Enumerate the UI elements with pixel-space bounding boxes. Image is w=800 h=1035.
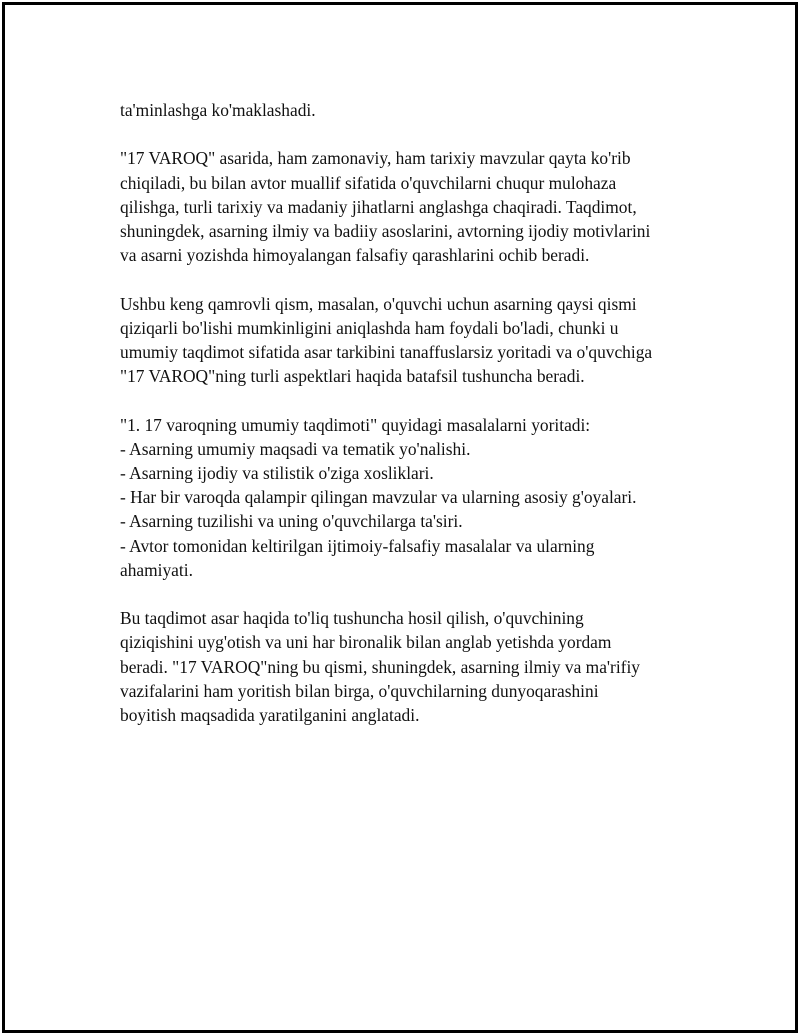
- list-item: - Har bir varoqda qalampir qilingan mavzular va ularning asosiy g'oyalari.: [120, 487, 637, 508]
- text-line: qilishga, turli tarixiy va madaniy jihatlarni anglashga chaqiradi. Taqdimot,: [120, 196, 637, 217]
- paragraph-4-list: [120, 413, 700, 582]
- page-frame: [2, 2, 798, 1033]
- paragraph-5: [120, 606, 700, 727]
- text-line: shuningdek, asarning ilmiy va badiiy asoslarini, avtorning ijodiy motivlarini: [120, 221, 651, 241]
- text-line: Ushbu keng qamrovli qism, masalan, o'quvchi uchun asarning qaysi qismi: [120, 293, 637, 314]
- list-intro-line: "1. 17 varoqning umumiy taqdimoti" quyidagi masalalarni yoritadi:: [120, 414, 591, 435]
- text-line: vazifalarini ham yoritish bilan birga, o'quvchilarning dunyoqarashini: [120, 680, 599, 701]
- list-item-continuation: ahamiyati.: [120, 559, 193, 580]
- document-body: [120, 98, 700, 751]
- text-line: chiqiladi, bu bilan avtor muallif sifatida o'quvchilarni chuqur mulohaza: [120, 172, 617, 193]
- paragraph-1: [120, 98, 700, 122]
- list-item: - Asarning tuzilishi va uning o'quvchilarga ta'siri.: [120, 511, 463, 532]
- text-line: boyitish maqsadida yaratilganini anglatadi.: [120, 705, 420, 726]
- text-line: va asarni yozishda himoyalangan falsafiy qarashlarini ochib beradi.: [120, 245, 590, 266]
- text-line: "17 VAROQ" asarida, ham zamonaviy, ham tarixiy mavzular qayta ko'rib: [120, 148, 631, 169]
- paragraph-3: [120, 292, 700, 389]
- text-line: Bu taqdimot asar haqida to'liq tushuncha hosil qilish, o'quvchining: [120, 608, 584, 629]
- text-line: ta'minlashga ko'maklashadi.: [120, 100, 316, 120]
- paragraph-2: [120, 146, 700, 267]
- text-line: qiziqishini uyg'otish va uni har bironalik bilan anglab yetishda yordam: [120, 632, 612, 653]
- list-item: - Avtor tomonidan keltirilgan ijtimoiy-falsafiy masalalar va ularning: [120, 535, 595, 556]
- text-line: beradi. "17 VAROQ"ning bu qismi, shuningdek, asarning ilmiy va ma'rifiy: [120, 656, 641, 677]
- list-item: - Asarning ijodiy va stilistik o'ziga xosliklari.: [120, 463, 434, 483]
- text-line: qiziqarli bo'lishi mumkinligini aniqlashda ham foydali bo'ladi, chunki u: [120, 317, 619, 338]
- text-line: umumiy taqdimot sifatida asar tarkibini tanaffuslarsiz yoritadi va o'quvchiga: [120, 342, 653, 362]
- text-line: "17 VAROQ"ning turli aspektlari haqida batafsil tushuncha beradi.: [120, 366, 585, 387]
- list-item: - Asarning umumiy maqsadi va tematik yo'nalishi.: [120, 438, 471, 459]
